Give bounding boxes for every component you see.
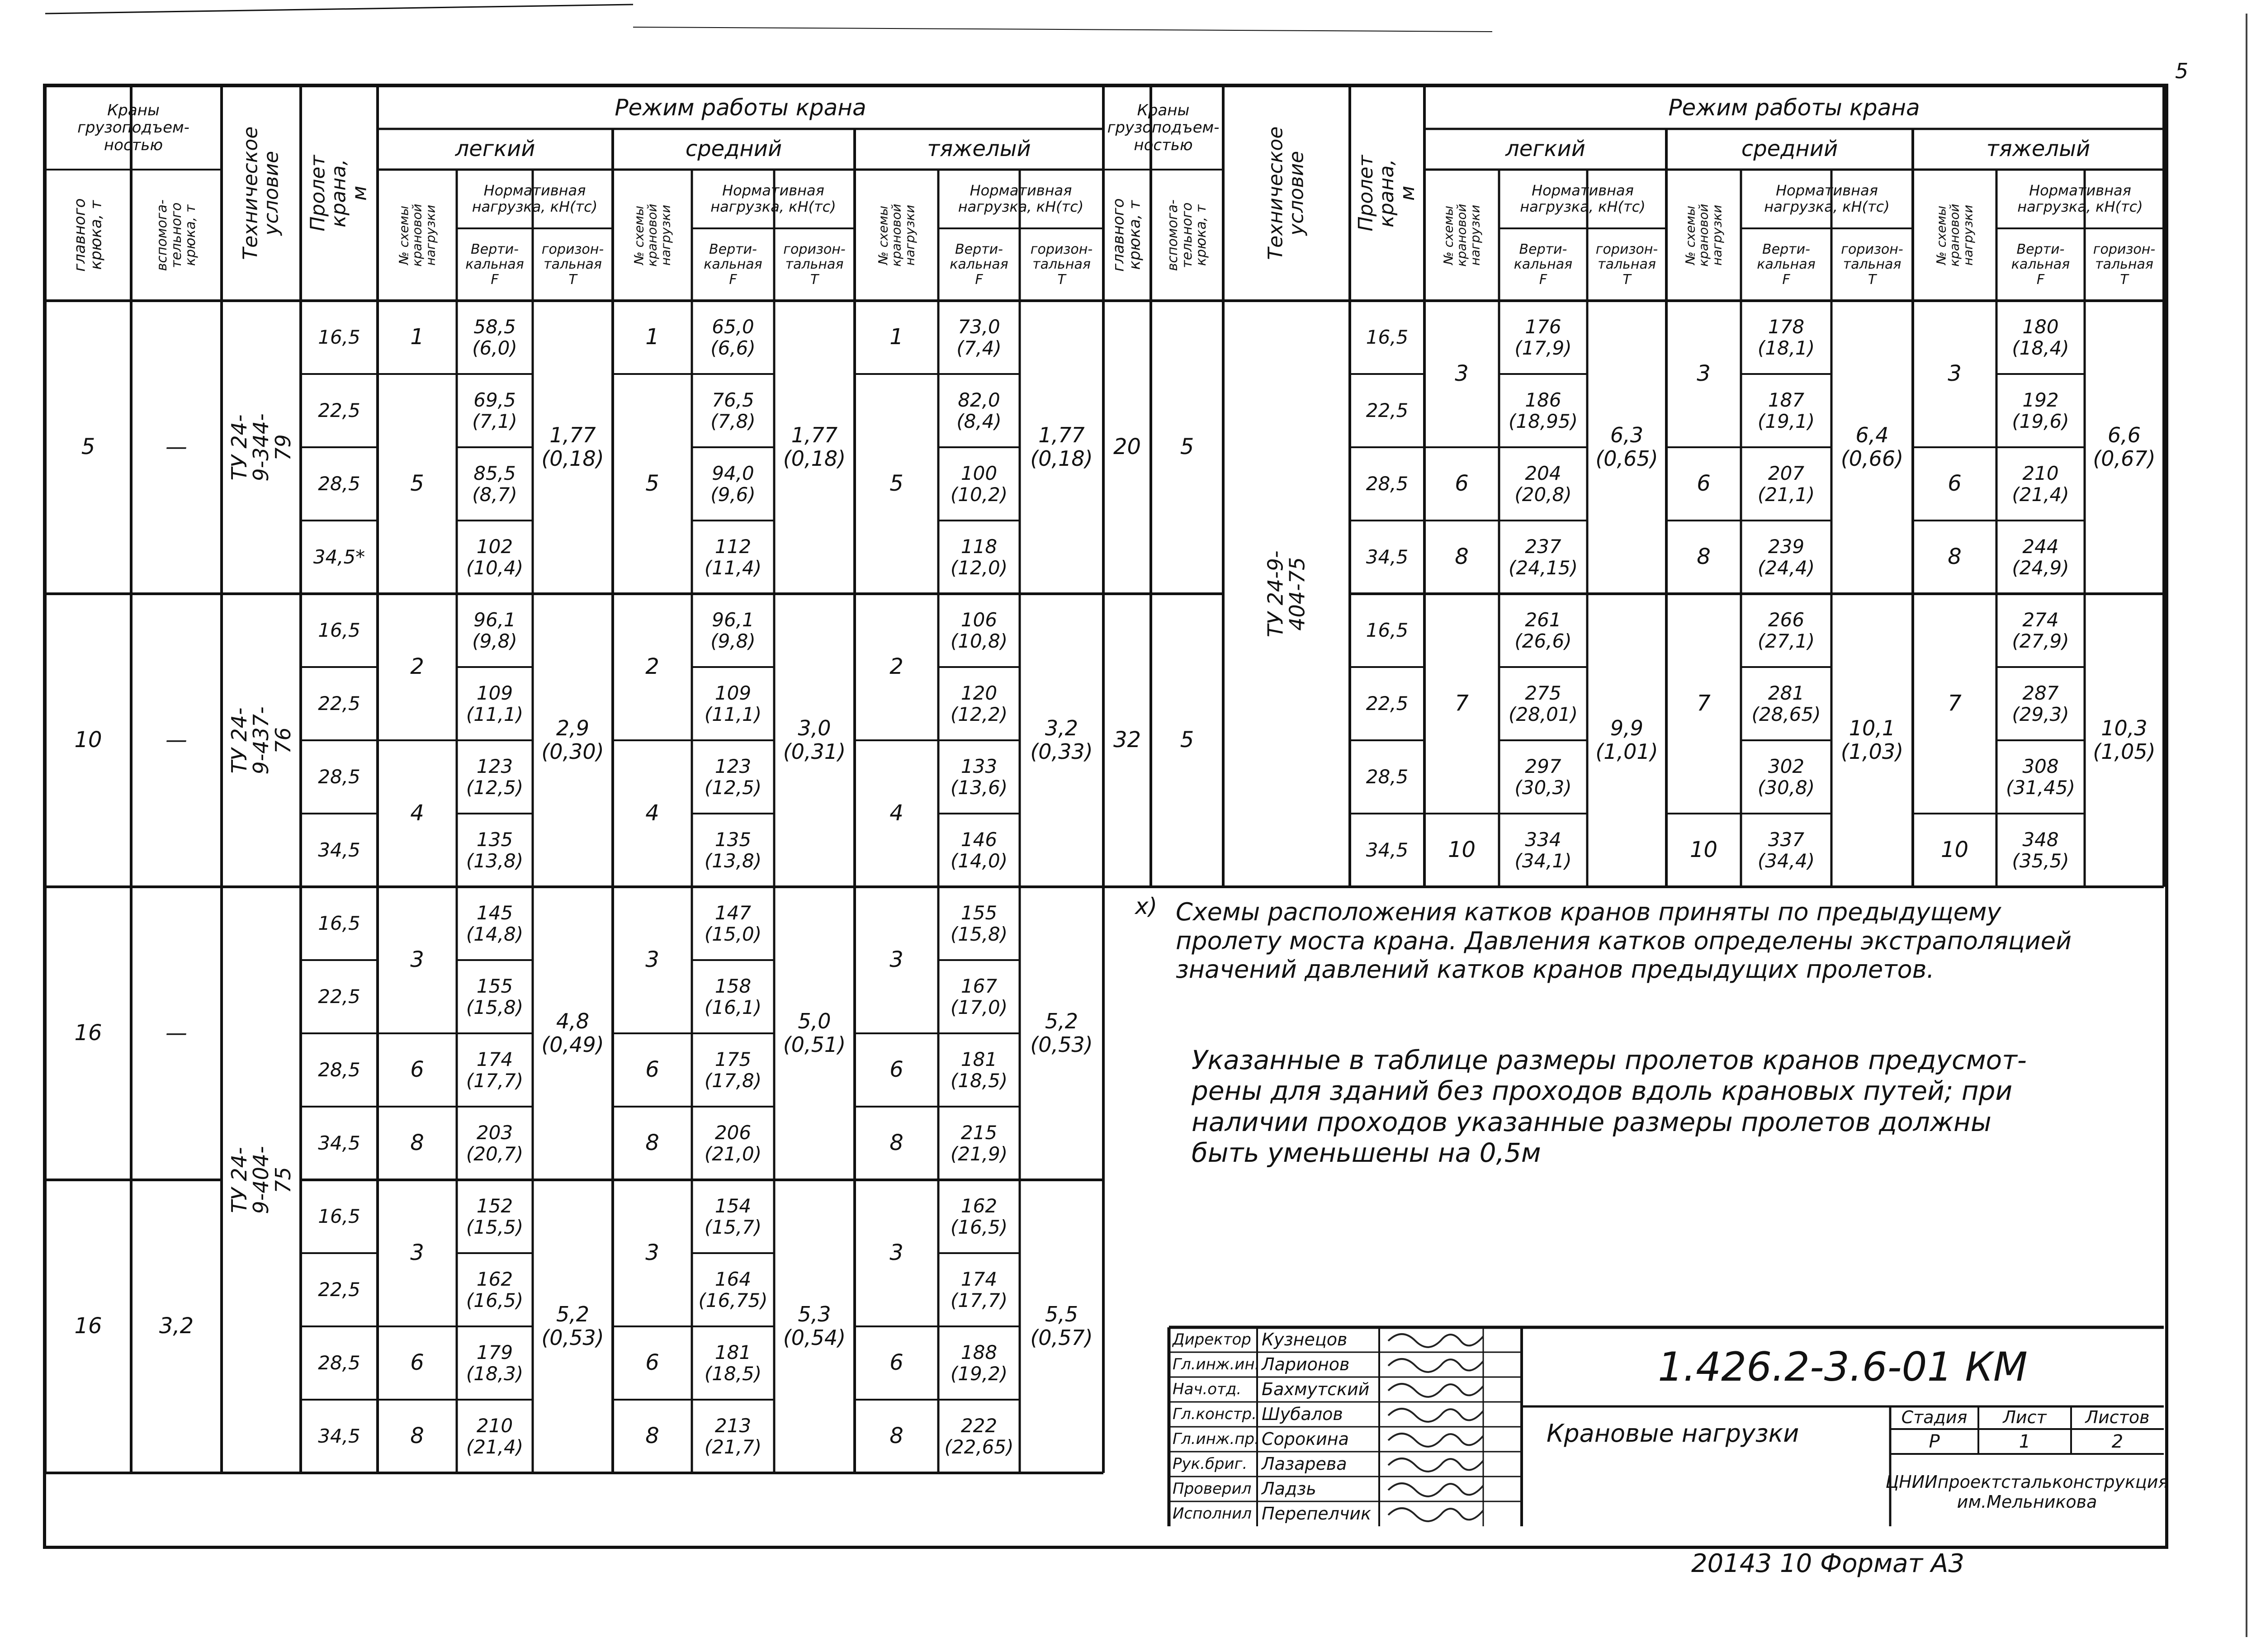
l-g0-r3-heavy-vert: 118 (12,0) — [950, 535, 1008, 579]
r-g0-r1-span: 22,5 — [1366, 399, 1409, 422]
l-g1-r0-light-vert: 96,1 (9,8) — [472, 608, 517, 652]
r-g0-scheme-heavy-0: 3 — [1948, 361, 1962, 387]
l-hdr-cranes-capacity: Краны грузоподъем- ностью — [77, 101, 189, 154]
l-hdr-scheme-medium-text: № схемы крановой нагрузки — [631, 204, 673, 267]
l-hdr-vert-heavy: Верти- кальная F — [950, 241, 1008, 288]
r-hdr-scheme-light-text: № схемы крановой нагрузки — [1441, 204, 1483, 267]
r-hdr-light: легкий — [1505, 136, 1585, 162]
l-hdr-main-hook-text: главного крюка, т — [71, 198, 105, 272]
l-g0-aux-hook: — — [166, 434, 187, 460]
r-g0-r1-medium-vert: 187 (19,1) — [1757, 388, 1815, 432]
l-g3-scheme-medium-2: 8 — [645, 1423, 659, 1449]
l-tu-0 — [222, 301, 301, 594]
l-hdr-main-hook — [45, 170, 131, 301]
l-hdr-scheme-heavy-text: № схемы крановой нагрузки — [875, 204, 918, 267]
l-g2-r2-medium-vert: 175 (17,8) — [704, 1048, 762, 1092]
l-tu-4-text: ТУ 24-9-437-76 — [227, 706, 295, 775]
r-g1-r1-heavy-vert: 287 (29,3) — [2012, 682, 2069, 725]
r-hdr-norm-load-heavy: Нормативная нагрузка, кН(тс) — [2017, 182, 2143, 215]
tb-sheets-label: Листов — [2085, 1407, 2150, 1428]
signature-scribble — [1388, 1409, 1483, 1422]
l-hdr-norm-load-light: Нормативная нагрузка, кН(тс) — [472, 182, 598, 215]
l-g1-r1-heavy-vert: 120 (12,2) — [950, 682, 1008, 725]
l-hdr-scheme-light-text: № схемы крановой нагрузки — [396, 204, 438, 267]
r-g1-scheme-light-1: 10 — [1447, 837, 1476, 863]
l-g3-r2-medium-vert: 181 (18,5) — [704, 1341, 762, 1385]
r-hdr-aux-hook — [1151, 170, 1223, 301]
r-g1-r0-span: 16,5 — [1366, 619, 1409, 642]
l-g2-aux-hook: — — [166, 1020, 187, 1046]
r-hdr-scheme-heavy — [1913, 170, 1996, 301]
signature-scribble — [1388, 1384, 1483, 1397]
r-g1-r2-heavy-vert: 308 (31,45) — [2006, 755, 2075, 799]
r-g1-r0-heavy-vert: 274 (27,9) — [2012, 608, 2069, 652]
r-hdr-tech-cond-text: Техническое условие — [1264, 126, 1308, 260]
l-g1-r1-medium-vert: 109 (11,1) — [704, 682, 762, 725]
r-hdr-main-hook-text: главного крюка, т — [1109, 198, 1144, 272]
r-g1-r3-span: 34,5 — [1366, 839, 1409, 862]
r-g1-r1-span: 22,5 — [1366, 692, 1409, 715]
l-g2-scheme-medium-0: 3 — [645, 947, 659, 973]
l-g0-scheme-heavy-1: 5 — [889, 471, 903, 497]
r-hdr-vert-heavy: Верти- кальная F — [2011, 241, 2070, 288]
r-g0-scheme-light-0: 3 — [1455, 361, 1469, 387]
r-hdr-horiz-light: горизон- тальная T — [1595, 241, 1658, 288]
l-g1-heavy-horiz: 3,2 (0,33) — [1030, 716, 1093, 764]
l-tu-4 — [222, 594, 301, 887]
l-g1-r3-heavy-vert: 146 (14,0) — [950, 828, 1008, 872]
r-g1-r2-light-vert: 297 (30,3) — [1514, 755, 1572, 799]
signature-scribble — [1388, 1359, 1483, 1372]
l-hdr-horiz-light: горизон- тальная T — [541, 241, 604, 288]
tb-role-0: Директор — [1173, 1330, 1251, 1349]
l-g3-r0-heavy-vert: 162 (16,5) — [950, 1194, 1008, 1238]
r-hdr-horiz-heavy: горизон- тальная T — [2093, 241, 2156, 288]
l-g0-scheme-light-0: 1 — [410, 324, 424, 350]
r-hdr-scheme-medium-text: № схемы крановой нагрузки — [1683, 204, 1725, 267]
l-g0-light-horiz: 1,77 (0,18) — [541, 423, 604, 471]
l-g2-r2-heavy-vert: 181 (18,5) — [950, 1048, 1008, 1092]
l-g2-scheme-heavy-0: 3 — [889, 947, 903, 973]
l-g0-r1-span: 22,5 — [318, 399, 360, 422]
l-g0-r3-medium-vert: 112 (11,4) — [704, 535, 762, 579]
l-g1-r2-heavy-vert: 133 (13,6) — [950, 755, 1008, 799]
r-hdr-horiz-medium: горизон- тальная T — [1841, 241, 1903, 288]
r-g0-r2-medium-vert: 207 (21,1) — [1757, 462, 1815, 506]
r-hdr-scheme-light — [1424, 170, 1499, 301]
l-g3-scheme-heavy-2: 8 — [889, 1423, 903, 1449]
l-g3-main-hook: 16 — [74, 1313, 102, 1339]
r-g1-r2-span: 28,5 — [1366, 766, 1409, 788]
r-g0-r2-heavy-vert: 210 (21,4) — [2012, 462, 2069, 506]
l-g1-r2-medium-vert: 123 (12,5) — [704, 755, 762, 799]
l-hdr-aux-hook-text: вспомога- тельного крюка, т — [154, 199, 199, 271]
l-g2-r3-span: 34,5 — [318, 1132, 360, 1155]
l-g2-scheme-light-2: 8 — [410, 1130, 424, 1156]
l-hdr-vert-light: Верти- кальная F — [465, 241, 524, 288]
l-g1-r1-span: 22,5 — [318, 692, 360, 715]
r-hdr-span-text: Пролет крана, м — [1354, 155, 1419, 232]
l-g3-r0-span: 16,5 — [318, 1205, 360, 1228]
grid-line — [633, 27, 1492, 32]
l-g2-heavy-horiz: 5,2 (0,53) — [1030, 1009, 1093, 1057]
r-g0-scheme-light-2: 8 — [1455, 544, 1469, 570]
l-g2-r0-span: 16,5 — [318, 912, 360, 935]
l-g1-scheme-light-1: 4 — [410, 800, 424, 826]
l-tu-8-text: ТУ 24-9-404-75 — [227, 1146, 295, 1214]
l-g2-scheme-medium-1: 6 — [645, 1057, 659, 1083]
l-g3-scheme-medium-0: 3 — [645, 1240, 659, 1266]
l-g0-scheme-heavy-0: 1 — [889, 324, 903, 350]
l-hdr-span-text: Пролет крана, м — [306, 155, 372, 232]
l-g1-light-horiz: 2,9 (0,30) — [541, 716, 604, 764]
r-hdr-mode: Режим работы крана — [1668, 94, 1920, 121]
r-g1-scheme-light-0: 7 — [1455, 691, 1469, 716]
l-g3-aux-hook: 3,2 — [159, 1313, 194, 1339]
l-g3-scheme-heavy-1: 6 — [889, 1350, 903, 1376]
tb-name-1: Ларионов — [1262, 1354, 1350, 1374]
r-g1-aux-hook: 5 — [1180, 727, 1194, 753]
l-hdr-span — [301, 86, 378, 301]
r-hdr-main-hook — [1103, 170, 1151, 301]
tb-role-4: Гл.инж.пр. — [1173, 1430, 1259, 1448]
tb-role-7: Исполнил — [1173, 1504, 1252, 1523]
l-hdr-tech-cond-text: Техническое условие — [239, 126, 283, 260]
tb-name-6: Ладзь — [1262, 1478, 1316, 1499]
r-g0-r1-light-vert: 186 (18,95) — [1508, 388, 1578, 432]
tb-role-3: Гл.констр. — [1173, 1405, 1257, 1423]
l-g2-r3-light-vert: 203 (20,7) — [466, 1121, 524, 1165]
r-hdr-aux-hook-text: вспомога- тельного крюка, т — [1164, 199, 1209, 271]
l-g0-r0-light-vert: 58,5 (6,0) — [472, 315, 517, 359]
l-g3-r1-heavy-vert: 174 (17,7) — [950, 1268, 1008, 1311]
r-g0-main-hook: 20 — [1113, 434, 1141, 460]
r-g0-r0-medium-vert: 178 (18,1) — [1757, 315, 1815, 359]
r-hdr-span — [1350, 86, 1424, 301]
r-g1-scheme-medium-0: 7 — [1697, 691, 1711, 716]
l-g0-r0-heavy-vert: 73,0 (7,4) — [956, 315, 1002, 359]
r-g0-scheme-light-1: 6 — [1455, 471, 1469, 497]
l-g3-r0-medium-vert: 154 (15,7) — [704, 1194, 762, 1238]
r-hdr-heavy: тяжелый — [1986, 136, 2091, 162]
r-g0-r3-medium-vert: 239 (24,4) — [1757, 535, 1815, 579]
l-g3-scheme-light-1: 6 — [410, 1350, 424, 1376]
l-g0-r2-span: 28,5 — [318, 473, 360, 495]
l-g0-heavy-horiz: 1,77 (0,18) — [1030, 423, 1093, 471]
l-g1-r0-span: 16,5 — [318, 619, 360, 642]
l-g1-medium-horiz: 3,0 (0,31) — [783, 716, 846, 764]
l-hdr-norm-load-medium: Нормативная нагрузка, кН(тс) — [710, 182, 836, 215]
l-g1-r2-light-vert: 123 (12,5) — [466, 755, 524, 799]
l-hdr-heavy: тяжелый — [927, 136, 1031, 162]
l-g2-r0-light-vert: 145 (14,8) — [466, 901, 524, 945]
r-hdr-cranes-capacity: Краны грузоподъем- ностью — [1107, 101, 1220, 154]
tb-sheet: 1 — [2019, 1431, 2031, 1452]
tb-role-2: Нач.отд. — [1173, 1380, 1242, 1398]
l-g3-heavy-horiz: 5,5 (0,57) — [1030, 1302, 1093, 1350]
l-g1-scheme-heavy-1: 4 — [889, 800, 903, 826]
l-g0-r0-span: 16,5 — [318, 326, 360, 349]
l-g0-r1-light-vert: 69,5 (7,1) — [472, 388, 517, 432]
l-g1-scheme-medium-1: 4 — [645, 800, 659, 826]
l-g1-aux-hook: — — [166, 727, 187, 753]
l-g2-medium-horiz: 5,0 (0,51) — [783, 1009, 846, 1057]
l-g3-r2-light-vert: 179 (18,3) — [466, 1341, 524, 1385]
r-g0-r3-span: 34,5 — [1366, 546, 1409, 568]
r-g0-scheme-medium-1: 6 — [1697, 471, 1711, 497]
r-hdr-vert-medium: Верти- кальная F — [1757, 241, 1816, 288]
l-hdr-scheme-heavy — [855, 170, 938, 301]
tb-drawing-title: Крановые нагрузки — [1547, 1419, 1799, 1448]
corner-sheet-number: 5 — [2175, 59, 2189, 83]
tb-role-6: Проверил — [1173, 1479, 1252, 1498]
l-g0-r3-span: 34,5* — [313, 546, 365, 568]
l-g2-scheme-medium-2: 8 — [645, 1130, 659, 1156]
l-g1-scheme-light-0: 2 — [410, 654, 424, 680]
tb-name-2: Бахмутский — [1262, 1379, 1370, 1399]
r-g1-r0-light-vert: 261 (26,6) — [1514, 608, 1572, 652]
signature-scribble — [1388, 1434, 1483, 1447]
r-g1-scheme-heavy-1: 10 — [1940, 837, 1969, 863]
r-g1-r3-medium-vert: 337 (34,4) — [1757, 828, 1815, 872]
l-g2-r1-heavy-vert: 167 (17,0) — [950, 975, 1008, 1018]
l-hdr-medium: средний — [685, 136, 782, 162]
r-g0-r1-heavy-vert: 192 (19,6) — [2012, 388, 2069, 432]
l-g2-r2-light-vert: 174 (17,7) — [466, 1048, 524, 1092]
r-tu-0 — [1223, 301, 1350, 887]
r-g1-medium-horiz: 10,1 (1,03) — [1840, 716, 1904, 764]
l-g1-main-hook: 10 — [74, 727, 102, 753]
r-g1-r3-heavy-vert: 348 (35,5) — [2012, 828, 2069, 872]
r-g0-r0-light-vert: 176 (17,9) — [1514, 315, 1572, 359]
l-g3-r2-heavy-vert: 188 (19,2) — [950, 1341, 1008, 1385]
r-g1-r1-light-vert: 275 (28,01) — [1508, 682, 1578, 725]
note-extrapolation: Схемы расположения катков кранов приняты по предыдущему пролету моста крана. Давления катков определены экстраполяцией значений давлений катков кранов предыдущих пролетов. — [1176, 898, 2072, 984]
l-g2-scheme-heavy-1: 6 — [889, 1057, 903, 1083]
tb-name-4: Сорокина — [1262, 1429, 1349, 1449]
l-g1-r3-light-vert: 135 (13,8) — [466, 828, 524, 872]
tb-stage: Р — [1929, 1431, 1940, 1452]
tb-name-7: Перепелчик — [1262, 1503, 1372, 1524]
l-g2-r3-medium-vert: 206 (21,0) — [704, 1121, 762, 1165]
l-g2-scheme-light-0: 3 — [410, 947, 424, 973]
l-g2-r1-span: 22,5 — [318, 985, 360, 1008]
l-hdr-horiz-heavy: горизон- тальная T — [1030, 241, 1093, 288]
l-g1-r2-span: 28,5 — [318, 766, 360, 788]
r-hdr-norm-load-medium: Нормативная нагрузка, кН(тс) — [1764, 182, 1890, 215]
signature-scribble — [1388, 1483, 1483, 1496]
r-hdr-tech-cond — [1223, 86, 1350, 301]
tb-sheets: 2 — [2111, 1431, 2124, 1452]
l-g0-medium-horiz: 1,77 (0,18) — [783, 423, 846, 471]
l-g0-r1-medium-vert: 76,5 (7,8) — [710, 388, 756, 432]
signature-scribble — [1388, 1334, 1483, 1347]
l-g0-scheme-light-1: 5 — [410, 471, 424, 497]
l-g3-r3-heavy-vert: 222 (22,65) — [944, 1414, 1014, 1458]
l-g2-main-hook: 16 — [74, 1020, 102, 1046]
tb-name-0: Кузнецов — [1262, 1329, 1348, 1349]
r-g0-r0-heavy-vert: 180 (18,4) — [2012, 315, 2069, 359]
tb-drawing-code: 1.426.2-3.6-01 КМ — [1658, 1343, 2028, 1390]
r-g0-scheme-medium-0: 3 — [1697, 361, 1711, 387]
l-g3-scheme-light-2: 8 — [410, 1423, 424, 1449]
l-g3-r0-light-vert: 152 (15,5) — [466, 1194, 524, 1238]
l-g3-r1-span: 22,5 — [318, 1278, 360, 1301]
l-g1-r3-span: 34,5 — [318, 839, 360, 862]
l-g3-r3-medium-vert: 213 (21,7) — [704, 1414, 762, 1458]
r-g0-r3-light-vert: 237 (24,15) — [1508, 535, 1578, 579]
signature-scribble — [1388, 1458, 1483, 1472]
l-hdr-light: легкий — [455, 136, 535, 162]
l-g1-scheme-medium-0: 2 — [645, 654, 659, 680]
l-g0-main-hook: 5 — [81, 434, 95, 460]
r-g1-main-hook: 32 — [1113, 727, 1141, 753]
r-hdr-scheme-medium — [1666, 170, 1741, 301]
l-hdr-scheme-light — [378, 170, 457, 301]
l-tu-0-text: ТУ 24-9-344-79 — [227, 413, 295, 482]
l-g0-r1-heavy-vert: 82,0 (8,4) — [956, 388, 1002, 432]
r-g0-r0-span: 16,5 — [1366, 326, 1409, 349]
tb-name-3: Шубалов — [1262, 1404, 1343, 1424]
l-g1-r3-medium-vert: 135 (13,8) — [704, 828, 762, 872]
grid-line — [45, 5, 633, 14]
r-g0-r2-span: 28,5 — [1366, 473, 1409, 495]
l-g2-r0-medium-vert: 147 (15,0) — [704, 901, 762, 945]
r-g0-r3-heavy-vert: 244 (24,9) — [2012, 535, 2069, 579]
l-g3-r1-medium-vert: 164 (16,75) — [698, 1268, 768, 1311]
r-g1-r2-medium-vert: 302 (30,8) — [1757, 755, 1815, 799]
r-g1-scheme-heavy-0: 7 — [1948, 691, 1962, 716]
tb-stage-label: Стадия — [1901, 1407, 1968, 1428]
l-g2-r3-heavy-vert: 215 (21,9) — [950, 1121, 1008, 1165]
l-hdr-aux-hook — [131, 170, 222, 301]
r-g0-medium-horiz: 6,4 (0,66) — [1840, 423, 1904, 471]
l-g2-r1-light-vert: 155 (15,8) — [466, 975, 524, 1018]
r-g1-scheme-medium-1: 10 — [1689, 837, 1718, 863]
l-g0-r2-heavy-vert: 100 (10,2) — [950, 462, 1008, 506]
r-g1-r1-medium-vert: 281 (28,65) — [1751, 682, 1821, 725]
tb-name-5: Лазарева — [1262, 1453, 1347, 1474]
tb-organization: ЦНИИпроектстальконструкция им.Мельникова — [1885, 1472, 2169, 1512]
tb-sheet-label: Лист — [2003, 1407, 2047, 1428]
note-x-marker: x) — [1135, 893, 1158, 919]
r-g0-aux-hook: 5 — [1180, 434, 1194, 460]
r-tu-0-text: ТУ 24-9-404-75 — [1263, 550, 1310, 637]
l-g3-r1-light-vert: 162 (16,5) — [466, 1268, 524, 1311]
l-hdr-tech-cond — [222, 86, 301, 301]
r-g1-r3-light-vert: 334 (34,1) — [1514, 828, 1572, 872]
r-hdr-scheme-heavy-text: № схемы крановой нагрузки — [1934, 204, 1976, 267]
r-hdr-vert-light: Верти- кальная F — [1514, 241, 1573, 288]
l-g0-r3-light-vert: 102 (10,4) — [466, 535, 524, 579]
r-g1-heavy-horiz: 10,3 (1,05) — [2093, 716, 2156, 764]
l-g2-r1-medium-vert: 158 (16,1) — [704, 975, 762, 1018]
l-g0-r2-medium-vert: 94,0 (9,6) — [710, 462, 756, 506]
l-g0-r0-medium-vert: 65,0 (6,6) — [710, 315, 756, 359]
l-g1-scheme-heavy-0: 2 — [889, 654, 903, 680]
r-g0-scheme-medium-2: 8 — [1697, 544, 1711, 570]
r-g0-light-horiz: 6,3 (0,65) — [1595, 423, 1658, 471]
footer-format: 20143 10 Формат А3 — [1691, 1549, 1964, 1578]
l-g2-scheme-heavy-2: 8 — [889, 1130, 903, 1156]
note-span-reduction: Указанные в таблице размеры пролетов кранов предусмот- рены для зданий без проходов вдоль крановых путей; при наличии проходов указанные размеры пролетов должны быть уменьшены на 0,5м — [1192, 1045, 2027, 1169]
r-hdr-medium: средний — [1741, 136, 1838, 162]
l-hdr-scheme-medium — [613, 170, 692, 301]
l-g2-r2-span: 28,5 — [318, 1059, 360, 1081]
l-g1-r0-medium-vert: 96,1 (9,8) — [710, 608, 756, 652]
l-g2-light-horiz: 4,8 (0,49) — [541, 1009, 604, 1057]
l-g1-r0-heavy-vert: 106 (10,8) — [950, 608, 1008, 652]
l-g0-scheme-medium-0: 1 — [645, 324, 659, 350]
r-g1-light-horiz: 9,9 (1,01) — [1595, 716, 1658, 764]
l-hdr-horiz-medium: горизон- тальная T — [783, 241, 846, 288]
l-g3-r3-light-vert: 210 (21,4) — [466, 1414, 524, 1458]
r-hdr-norm-load-light: Нормативная нагрузка, кН(тс) — [1520, 182, 1646, 215]
l-g2-r0-heavy-vert: 155 (15,8) — [950, 901, 1008, 945]
r-g0-r2-light-vert: 204 (20,8) — [1514, 462, 1572, 506]
l-g1-r1-light-vert: 109 (11,1) — [466, 682, 524, 725]
tb-role-5: Рук.бриг. — [1173, 1454, 1248, 1473]
l-g3-scheme-heavy-0: 3 — [889, 1240, 903, 1266]
l-hdr-mode: Режим работы крана — [615, 94, 866, 121]
l-tu-8 — [222, 887, 301, 1473]
r-g0-heavy-horiz: 6,6 (0,67) — [2093, 423, 2156, 471]
l-hdr-norm-load-heavy: Нормативная нагрузка, кН(тс) — [958, 182, 1084, 215]
l-g3-scheme-medium-1: 6 — [645, 1350, 659, 1376]
signature-scribble — [1388, 1508, 1483, 1521]
l-g0-r2-light-vert: 85,5 (8,7) — [472, 462, 517, 506]
l-g2-scheme-light-1: 6 — [410, 1057, 424, 1083]
l-g0-scheme-medium-1: 5 — [645, 471, 659, 497]
l-g3-r3-span: 34,5 — [318, 1425, 360, 1448]
l-g3-r2-span: 28,5 — [318, 1352, 360, 1374]
l-g3-scheme-light-0: 3 — [410, 1240, 424, 1266]
r-g0-scheme-heavy-2: 8 — [1948, 544, 1962, 570]
l-g3-medium-horiz: 5,3 (0,54) — [783, 1302, 846, 1350]
l-hdr-vert-medium: Верти- кальная F — [704, 241, 762, 288]
r-g1-r0-medium-vert: 266 (27,1) — [1757, 608, 1815, 652]
tb-role-1: Гл.инж.ин. — [1173, 1355, 1260, 1373]
r-g0-scheme-heavy-1: 6 — [1948, 471, 1962, 497]
l-g3-light-horiz: 5,2 (0,53) — [541, 1302, 604, 1350]
